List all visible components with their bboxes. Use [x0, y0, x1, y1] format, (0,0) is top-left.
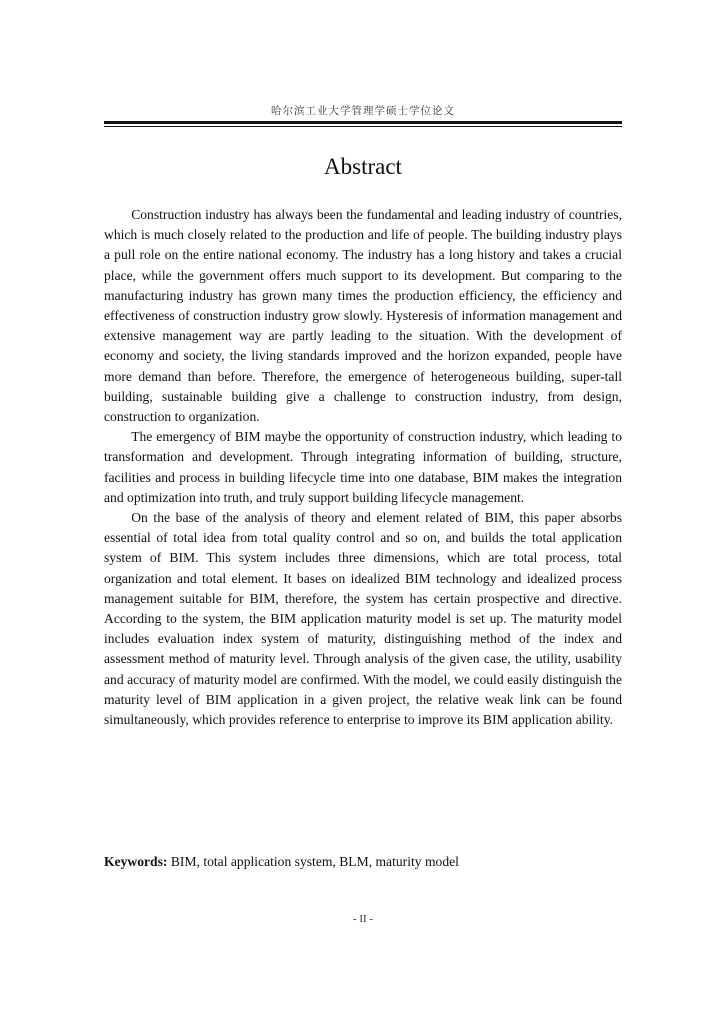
- abstract-body: [104, 205, 622, 730]
- header-rule-thin: [104, 126, 622, 127]
- keywords-label: Keywords:: [104, 854, 168, 869]
- abstract-paragraph-2: The emergency of BIM maybe the opportunity of construction industry, which leading to transformation and development. Through integrating information of building, structure, facilities and process in building lifecycle time into one database, BIM makes the integration and optimization into truth, and truly support building lifecycle management.: [104, 429, 622, 505]
- page-title: Abstract: [324, 154, 402, 179]
- abstract-paragraph-1: Construction industry has always been the fundamental and leading industry of countries, which is much closely related to the production and life of people. The building industry plays a pull role on the entire national economy. The industry has a long history and takes a crucial place, while the government offers much support to its development. But comparing to the manufacturing industry has grown many times the production efficiency, the efficiency and effectiveness of construction industry grow slowly. Hysteresis of information management and extensive management way are partly leading to the situation. With the development of economy and society, the living standards improved and the horizon expanded, people have more demand than before. Therefore, the emergence of heterogeneous building, super-tall building, sustainable building give a challenge to construction industry, from design, construction to organization.: [104, 207, 622, 425]
- running-header: 哈尔滨工业大学管理学硕士学位论文: [271, 105, 455, 117]
- keywords-line: [104, 852, 622, 872]
- header-rule-thick: [104, 121, 622, 124]
- page-number: - II -: [352, 913, 374, 925]
- keywords-value: BIM, total application system, BLM, maturity model: [170, 854, 459, 869]
- abstract-paragraph-3: On the base of the analysis of theory and element related of BIM, this paper absorbs essential of total idea from total quality control and so on, and builds the total application system of BIM. This system includes three dimensions, which are total process, total organization and total element. It bases on idealized BIM technology and idealized process management suitable for BIM, therefore, the system has certain prospective and directive. According to the system, the BIM application maturity model is set up. The maturity model includes evaluation index system of maturity, distinguishing method of the index and assessment method of maturity level. Through analysis of the given case, the utility, usability and accuracy of maturity model are confirmed. With the model, we could easily distinguish the maturity level of BIM application in a given project, the relative weak link can be found simultaneously, which provides reference to enterprise to improve its BIM application ability.: [104, 510, 622, 728]
